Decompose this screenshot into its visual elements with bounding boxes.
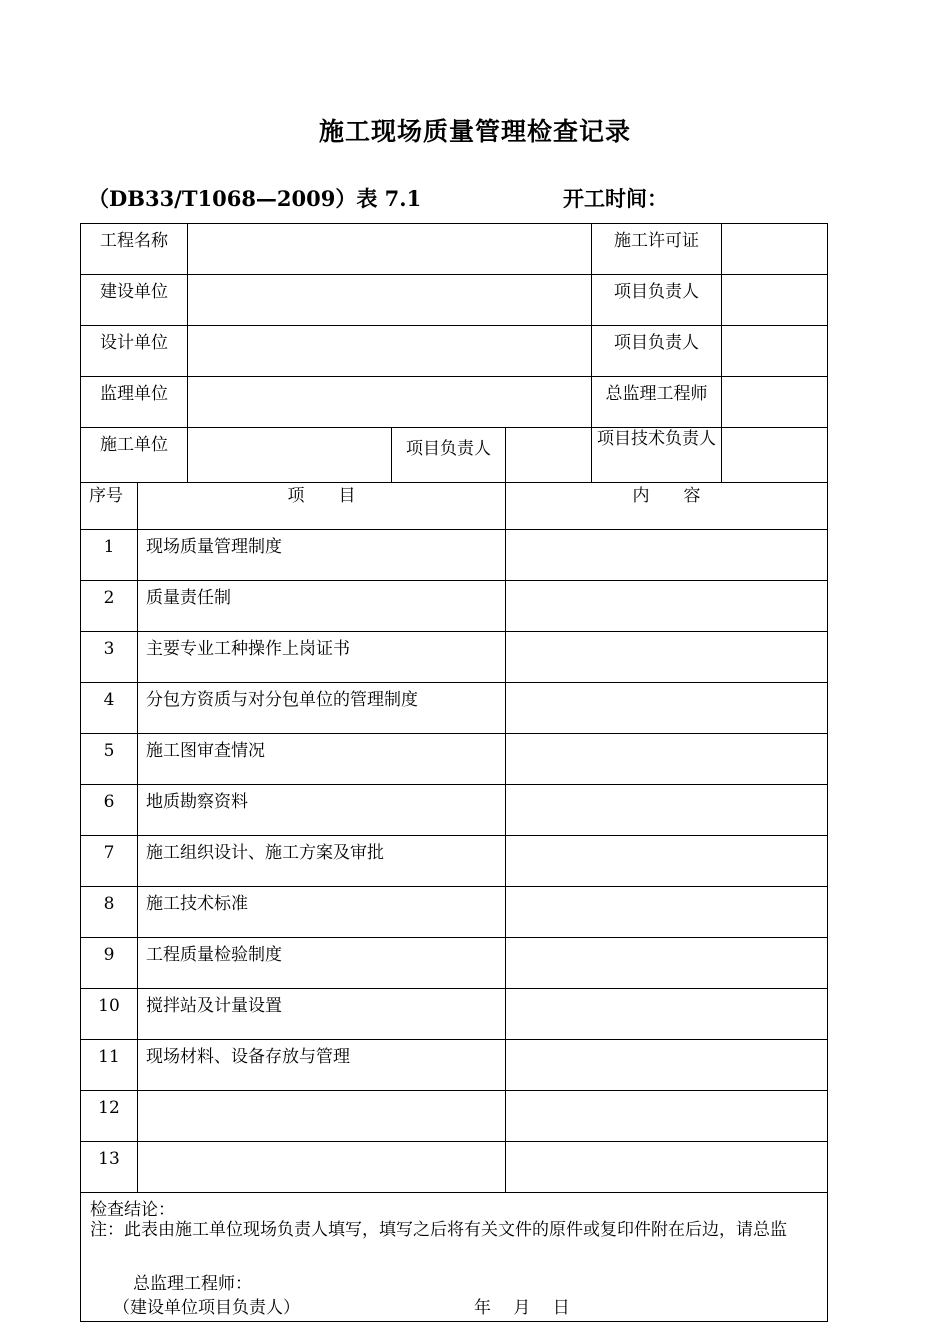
- builder-label: 建设单位: [81, 275, 188, 326]
- tech-leader-label: 项目技术负责人: [592, 428, 722, 483]
- owner-label: （建设单位项目负责人）: [113, 1298, 300, 1318]
- chief-signature-label: 总监理工程师：: [133, 1274, 252, 1294]
- row-number: 4: [81, 683, 138, 734]
- row-content-field[interactable]: [506, 683, 828, 734]
- seq-header: 序号: [81, 483, 138, 530]
- table-row: [81, 734, 828, 785]
- table-header-row: [81, 483, 828, 530]
- permit-label: 施工许可证: [592, 224, 722, 275]
- table-row: [81, 530, 828, 581]
- project-name-field[interactable]: [188, 224, 592, 275]
- builder-field[interactable]: [188, 275, 592, 326]
- inspection-table: [80, 223, 828, 1322]
- row-item: 质量责任制: [138, 581, 506, 632]
- row-item: 施工图审查情况: [138, 734, 506, 785]
- row-number: 9: [81, 938, 138, 989]
- row-item: 主要专业工种操作上岗证书: [138, 632, 506, 683]
- chief-supervisor-label: 总监理工程师: [592, 377, 722, 428]
- info-row: [81, 326, 828, 377]
- row-item: 工程质量检验制度: [138, 938, 506, 989]
- contractor-leader-label: 项目负责人: [392, 428, 506, 483]
- builder-leader-field[interactable]: [722, 275, 828, 326]
- contractor-label: 施工单位: [81, 428, 188, 483]
- contractor-leader-field[interactable]: [506, 428, 592, 483]
- designer-label: 设计单位: [81, 326, 188, 377]
- supervisor-field[interactable]: [188, 377, 592, 428]
- content-header: 内 容: [506, 483, 828, 530]
- row-content-field[interactable]: [506, 938, 828, 989]
- row-item: 分包方资质与对分包单位的管理制度: [138, 683, 506, 734]
- supervisor-label: 监理单位: [81, 377, 188, 428]
- footnote: 注：此表由施工单位现场负责人填写，填写之后将有关文件的原件或复印件附在后边，请总监: [90, 1220, 787, 1240]
- row-number: 6: [81, 785, 138, 836]
- row-item: 搅拌站及计量设置: [138, 989, 506, 1040]
- project-name-label: 工程名称: [81, 224, 188, 275]
- table-row: [81, 887, 828, 938]
- row-number: 2: [81, 581, 138, 632]
- row-number: 12: [81, 1091, 138, 1142]
- designer-leader-field[interactable]: [722, 326, 828, 377]
- item-header: 项 目: [138, 483, 506, 530]
- table-row: [81, 938, 828, 989]
- designer-field[interactable]: [188, 326, 592, 377]
- info-row: [81, 377, 828, 428]
- designer-leader-label: 项目负责人: [592, 326, 722, 377]
- conclusion-label: 检查结论：: [90, 1200, 175, 1220]
- row-number: 7: [81, 836, 138, 887]
- row-number: 10: [81, 989, 138, 1040]
- row-content-field[interactable]: [506, 785, 828, 836]
- conclusion-row: [81, 1193, 828, 1322]
- table-row: [81, 836, 828, 887]
- row-content-field[interactable]: [506, 989, 828, 1040]
- chief-supervisor-field[interactable]: [722, 377, 828, 428]
- row-content-field[interactable]: [506, 530, 828, 581]
- table-row: [81, 1142, 828, 1193]
- row-item: 现场质量管理制度: [138, 530, 506, 581]
- table-row: [81, 581, 828, 632]
- row-content-field[interactable]: [506, 1040, 828, 1091]
- contractor-field[interactable]: [188, 428, 392, 483]
- info-row: [81, 275, 828, 326]
- row-content-field[interactable]: [506, 887, 828, 938]
- table-row: [81, 632, 828, 683]
- row-content-field[interactable]: [506, 836, 828, 887]
- tech-leader-field[interactable]: [722, 428, 828, 483]
- row-item: 施工技术标准: [138, 887, 506, 938]
- row-item: 施工组织设计、施工方案及审批: [138, 836, 506, 887]
- table-row: [81, 1091, 828, 1142]
- row-number: 13: [81, 1142, 138, 1193]
- table-row: [81, 785, 828, 836]
- row-item: 现场材料、设备存放与管理: [138, 1040, 506, 1091]
- row-number: 5: [81, 734, 138, 785]
- row-content-field[interactable]: [506, 1091, 828, 1142]
- table-row: [81, 1040, 828, 1091]
- start-time-label: 开工时间：: [563, 186, 668, 211]
- row-item: [138, 1142, 506, 1193]
- builder-leader-label: 项目负责人: [592, 275, 722, 326]
- row-content-field[interactable]: [506, 734, 828, 785]
- row-number: 1: [81, 530, 138, 581]
- page-title: 施工现场质量管理检查记录: [318, 117, 631, 146]
- table-row: [81, 683, 828, 734]
- conclusion-cell[interactable]: [81, 1193, 828, 1322]
- row-content-field[interactable]: [506, 581, 828, 632]
- row-number: 11: [81, 1040, 138, 1091]
- row-item: [138, 1091, 506, 1142]
- standard-code: （DB33/T1068—2009）表 7.1: [88, 186, 422, 211]
- row-number: 8: [81, 887, 138, 938]
- row-number: 3: [81, 632, 138, 683]
- table-row: [81, 989, 828, 1040]
- info-row: [81, 428, 828, 483]
- row-item: 地质勘察资料: [138, 785, 506, 836]
- row-content-field[interactable]: [506, 632, 828, 683]
- row-content-field[interactable]: [506, 1142, 828, 1193]
- date-label: 年 月 日: [474, 1298, 570, 1318]
- info-row: [81, 224, 828, 275]
- permit-field[interactable]: [722, 224, 828, 275]
